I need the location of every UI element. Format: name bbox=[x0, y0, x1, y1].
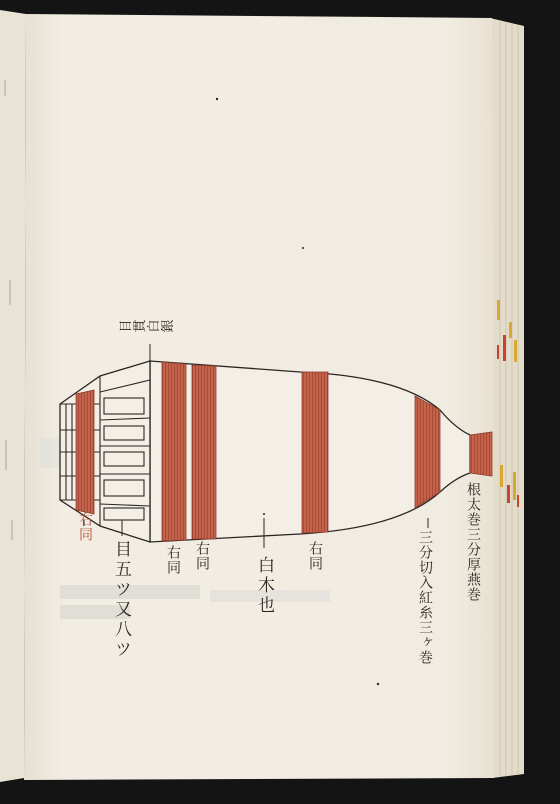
page-stack bbox=[490, 18, 524, 778]
third-band-note: 右同 bbox=[194, 541, 210, 571]
band-4 bbox=[415, 396, 440, 508]
band-pommel bbox=[76, 390, 94, 514]
left-band-note: 右同 bbox=[77, 512, 93, 542]
second-band-note: 右同 bbox=[165, 545, 181, 575]
silk-note: 三分切入紅糸三ヶ巻 bbox=[417, 530, 433, 665]
band-1 bbox=[162, 362, 186, 541]
root-note: 根太巻三分厚燕巻 bbox=[465, 482, 481, 602]
pegs-note: 目五ツ又八ツ bbox=[111, 540, 131, 660]
band-2 bbox=[192, 365, 216, 539]
white-wood-note: 白木也 bbox=[254, 556, 274, 616]
pommel-note: 目貫白銀 bbox=[118, 320, 175, 336]
fourth-band-note: 右同 bbox=[307, 541, 323, 571]
left-facing-page bbox=[0, 10, 26, 782]
band-root bbox=[470, 432, 492, 476]
band-3 bbox=[302, 372, 328, 533]
